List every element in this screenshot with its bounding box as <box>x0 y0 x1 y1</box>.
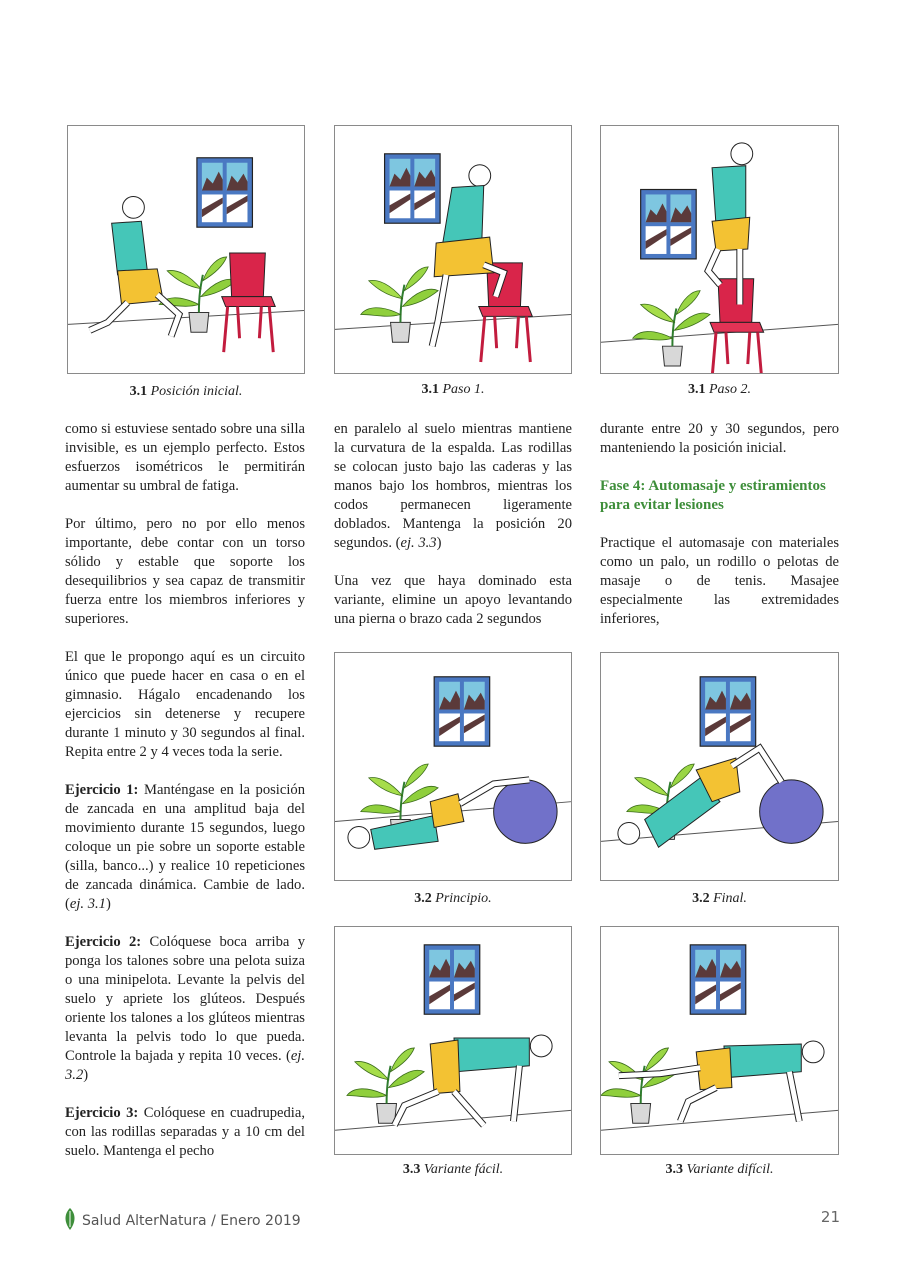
figure-caption: 3.2 Final. <box>692 891 747 906</box>
section-heading: Fase 4: Automasaje y estiramientos para evitar lesiones <box>600 478 826 513</box>
figure-3-2-end <box>600 652 839 881</box>
text-column-3 <box>600 420 839 629</box>
text-column-1 <box>65 420 305 1161</box>
figure-3-1-step1 <box>334 125 572 374</box>
figure-3-2-start <box>334 652 572 881</box>
step-up-illustration <box>335 126 571 373</box>
paragraph: Una vez que haya dominado esta variante, elimine un apoyo levantando una pierna o brazo cada 2 segundos <box>334 573 572 627</box>
exercise-1-paragraph: Ejercicio 1: Manténgase en la posición de zancada en una amplitud baja del movimiento durante 15 segundos, luego coloque un pie sobre un soporte estable (silla, banco...) y realice 10 repeticiones de zancada dinámica. Cambie de lado. (ej. 3.1) <box>65 782 305 912</box>
exercise-2-paragraph: Ejercicio 2: Colóquese boca arriba y ponga los talones sobre una pelota suiza o una minipelota. Levante la pelvis del suelo y apriete los glúteos. Después oriente los talones a los glúteos mientras levanta la pelvis todo lo que pueda. Controle la bajada y repita 10 veces. (ej. 3.2) <box>65 934 306 1083</box>
figure-3-3-hard <box>600 926 839 1155</box>
lunge-illustration <box>68 126 304 373</box>
leaf-logo-icon <box>64 1208 76 1234</box>
exercise-3-paragraph: Ejercicio 3: Colóquese en cuadrupedia, con las rodillas separadas y a 10 cm del suelo. Mantenga el pecho <box>65 1105 305 1159</box>
paragraph: en paralelo al suelo mientras mantiene la curvatura de la espalda. Las rodillas se colocan justo bajo las caderas y las manos bajo los hombros, mientras los codos permanecen ligeramente doblados. Mantenga la posición 20 segundos. (ej. 3.3) <box>334 421 572 551</box>
figure-caption: 3.2 Principio. <box>414 891 492 906</box>
figure-caption: 3.3 Variante fácil. <box>402 1162 504 1177</box>
paragraph: como si estuviese sentado sobre una silla invisible, es un ejemplo perfecto. Estos esfuerzos isométricos le permitirán aumentar su umbral de fatiga. <box>65 421 305 494</box>
paragraph: durante entre 20 y 30 segundos, pero manteniendo la posición inicial. <box>600 421 839 456</box>
quadruped-hard-illustration <box>601 927 838 1154</box>
bridge-start-illustration <box>335 653 571 880</box>
quadruped-easy-illustration <box>335 927 571 1154</box>
text-column-2 <box>334 420 572 629</box>
footer-text: Salud AlterNatura / Enero 2019 <box>82 1213 301 1229</box>
page-number: 21 <box>820 1208 840 1226</box>
footer <box>64 1208 301 1234</box>
figure-caption: 3.3 Variante difícil. <box>665 1162 774 1177</box>
bridge-end-illustration <box>601 653 838 880</box>
figure-caption: 3.1 Posición inicial. <box>129 384 243 399</box>
figure-3-1-initial <box>67 125 305 374</box>
paragraph: El que le propongo aquí es un circuito único que puede hacer en casa o en el gimnasio. Hágalo encadenando los ejercicios sin detenerse y recupere durante 1 minuto y 30 segundos al final. Repita entre 2 y 4 veces toda la serie. <box>65 649 305 760</box>
paragraph: Por último, pero no por ello menos importante, debe contar con un torso sólido y estable que soporte los desequilibrios y sea capaz de transmitir fuerza entre los miembros inferiores y superiores. <box>65 516 305 627</box>
figure-caption: 3.1 Paso 1. <box>421 382 485 397</box>
stand-on-chair-illustration <box>601 126 838 373</box>
figure-3-1-step2 <box>600 125 839 374</box>
figure-caption: 3.1 Paso 2. <box>688 382 751 397</box>
paragraph: Practique el automasaje con materiales como un palo, un rodillo o pelotas de masaje o de tenis. Masajee especialmente las extremidades inferiores, <box>600 535 839 627</box>
figure-3-3-easy <box>334 926 572 1155</box>
